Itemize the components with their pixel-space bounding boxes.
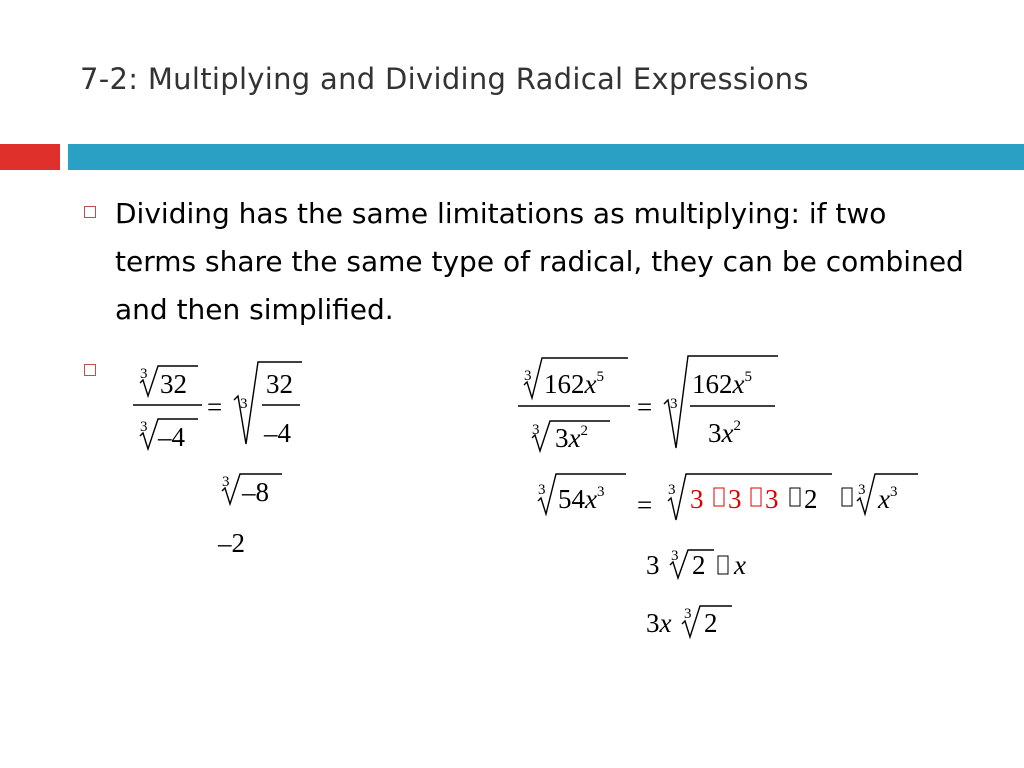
factor-var: $x^3$ bbox=[878, 484, 898, 514]
numerator: 32 bbox=[266, 369, 293, 399]
equals-sign: = bbox=[637, 490, 653, 520]
numerator: 32 bbox=[160, 369, 187, 399]
missing-glyph-box bbox=[751, 488, 761, 506]
radical-index: 3 bbox=[524, 368, 532, 384]
result: –2 bbox=[218, 528, 245, 558]
factor-red: 3 bbox=[728, 484, 742, 514]
radical-index: 3 bbox=[240, 396, 248, 412]
missing-glyph-box bbox=[718, 556, 728, 574]
factor: 2 bbox=[804, 484, 818, 514]
radical-index: 3 bbox=[140, 366, 148, 382]
denominator: $3x^2$ bbox=[555, 423, 588, 453]
radical-index: 3 bbox=[222, 474, 230, 490]
numerator: $162x^5$ bbox=[692, 369, 752, 399]
radical-index: 3 bbox=[668, 482, 676, 498]
bullet-text: Dividing has the same limitations as multiplying: if two terms share the same type of radical, they can be combined and then simplified. bbox=[115, 197, 964, 326]
radical-index: 3 bbox=[858, 482, 866, 498]
missing-glyph-box bbox=[790, 488, 800, 506]
radical-index: 3 bbox=[671, 548, 679, 564]
missing-glyph-box bbox=[842, 488, 852, 506]
slide-title: 7-2: Multiplying and Dividing Radical Expressions bbox=[80, 62, 809, 96]
radical-index: 3 bbox=[140, 419, 148, 435]
equals-sign: = bbox=[207, 392, 223, 422]
denominator: –4 bbox=[158, 422, 185, 452]
factor-red: 3 bbox=[765, 484, 779, 514]
denominator: –4 bbox=[264, 418, 291, 448]
step-radicand: 2 bbox=[692, 550, 706, 580]
radical-index: 3 bbox=[538, 482, 546, 498]
result-coef: 3x bbox=[646, 608, 672, 638]
step-coef: 3 bbox=[646, 550, 660, 580]
step-radicand: $54x^3$ bbox=[558, 484, 605, 514]
step-radicand: –8 bbox=[242, 477, 269, 507]
denominator: $3x^2$ bbox=[708, 418, 741, 448]
radical-index: 3 bbox=[684, 606, 692, 622]
missing-glyph-box bbox=[714, 488, 724, 506]
result-radicand: 2 bbox=[704, 608, 718, 638]
equals-sign: = bbox=[637, 392, 653, 422]
radical-index: 3 bbox=[532, 422, 540, 438]
step-var: x bbox=[734, 550, 746, 580]
numerator: $162x^5$ bbox=[544, 369, 604, 399]
radical-index: 3 bbox=[670, 396, 678, 412]
factor-red: 3 bbox=[690, 484, 704, 514]
